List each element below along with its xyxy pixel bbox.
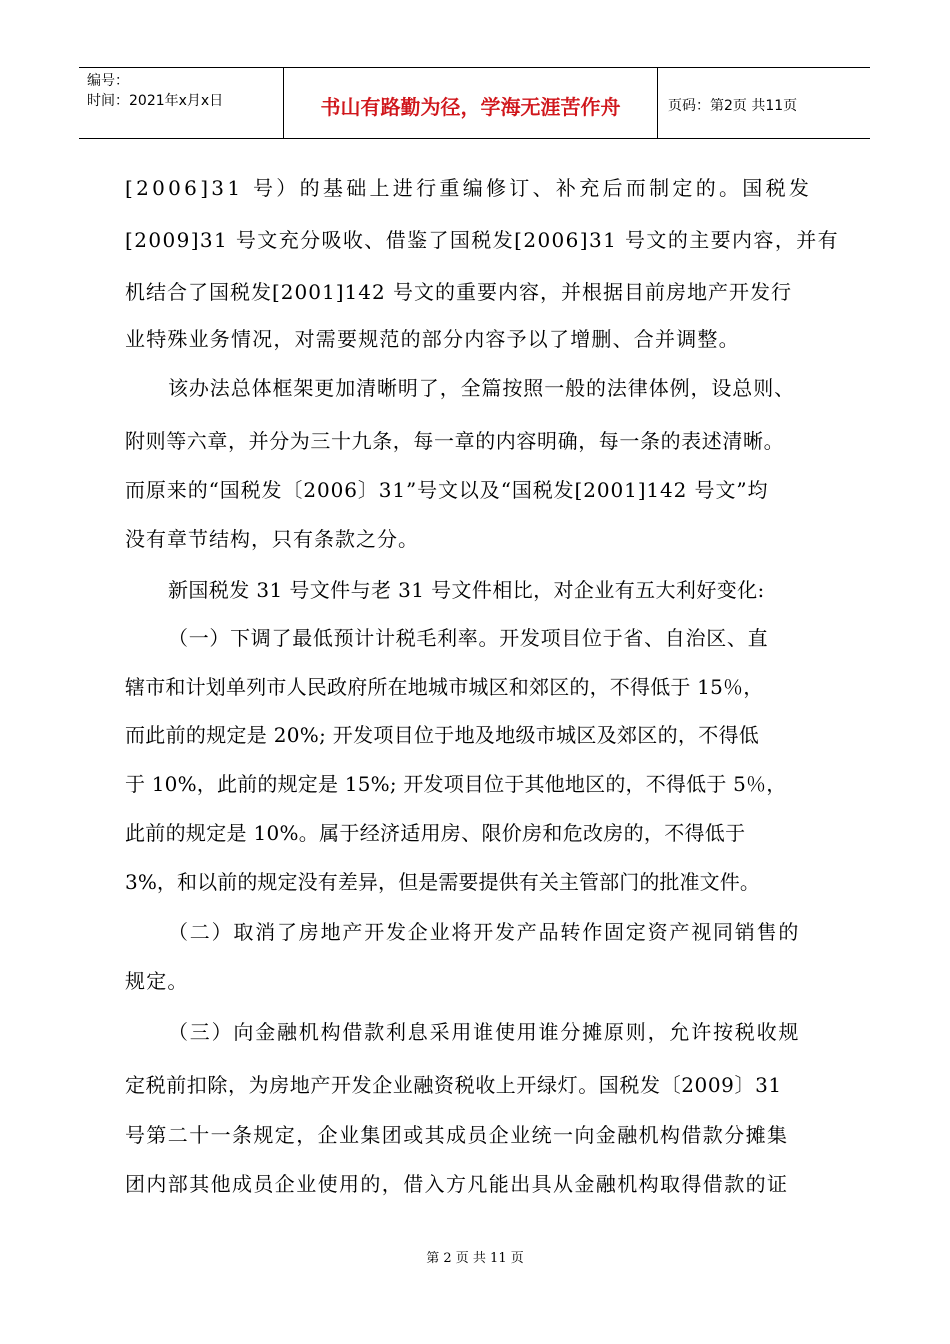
- body-line: 团内部其他成员企业使用的，借入方凡能出具从金融机构取得借款的证: [125, 1172, 789, 1196]
- body-line: 而原来的“国税发〔2006〕31”号文以及“国税发[2001]142 号文”均: [125, 478, 769, 502]
- body-line: （一）下调了最低预计计税毛利率。开发项目位于省、自治区、直: [168, 626, 769, 650]
- body-line: 辖市和计划单列市人民政府所在地城市城区和郊区的，不得低于 15％，: [125, 675, 764, 699]
- body-line: 3%，和以前的规定没有差异，但是需要提供有关主管部门的批准文件。: [125, 870, 760, 894]
- body-line: （三）向金融机构借款利息采用谁使用谁分摊原则，允许按税收规: [168, 1020, 801, 1044]
- body-line: 附则等六章，并分为三十九条，每一章的内容明确，每一条的表述清晰。: [125, 429, 785, 453]
- body-line: 没有章节结构，只有条款之分。: [125, 527, 419, 551]
- body-line: 规定。: [125, 969, 189, 993]
- body-line: 此前的规定是 10%。属于经济适用房、限价房和危改房的，不得低于: [125, 821, 746, 845]
- header-page-info: 页码：第2页 共11页: [668, 98, 798, 114]
- header-motto: 书山有路勤为径，学海无涯苦作舟: [284, 68, 658, 138]
- body-line: 而此前的规定是 20%; 开发项目位于地及地级市城区及郊区的，不得低: [125, 723, 760, 747]
- body-line: 该办法总体框架更加清晰明了，全篇按照一般的法律体例，设总则、: [168, 376, 795, 400]
- header-meta: [79, 68, 284, 138]
- body-line: 于 10%，此前的规定是 15%; 开发项目位于其他地区的，不得低于 5％，: [125, 772, 787, 796]
- body-line: [2009]31 号文充分吸收、借鉴了国税发[2006]31 号文的主要内容，并有: [125, 228, 840, 252]
- time-label: 时间：2021年x月x日: [87, 93, 224, 109]
- body-line: 号第二十一条规定，企业集团或其成员企业统一向金融机构借款分摊集: [125, 1123, 789, 1147]
- header-table: [79, 67, 870, 139]
- body-line: 机结合了国税发[2001]142 号文的重要内容，并根据目前房地产开发行: [125, 280, 793, 304]
- body-line: 新国税发 31 号文件与老 31 号文件相比，对企业有五大利好变化:: [168, 578, 765, 602]
- number-label: 编号：: [87, 73, 129, 89]
- body-line: 业特殊业务情况，对需要规范的部分内容予以了增删、合并调整。: [125, 327, 740, 351]
- body-line: [2006]31 号）的基础上进行重编修订、补充后而制定的。国税发: [125, 176, 813, 200]
- body-line: 定税前扣除，为房地产开发企业融资税收上开绿灯。国税发〔2009〕31: [125, 1073, 782, 1097]
- body-line: （二）取消了房地产开发企业将开发产品转作固定资产视同销售的: [168, 920, 801, 944]
- page-footer: 第 2 页 共 11 页: [426, 1251, 524, 1266]
